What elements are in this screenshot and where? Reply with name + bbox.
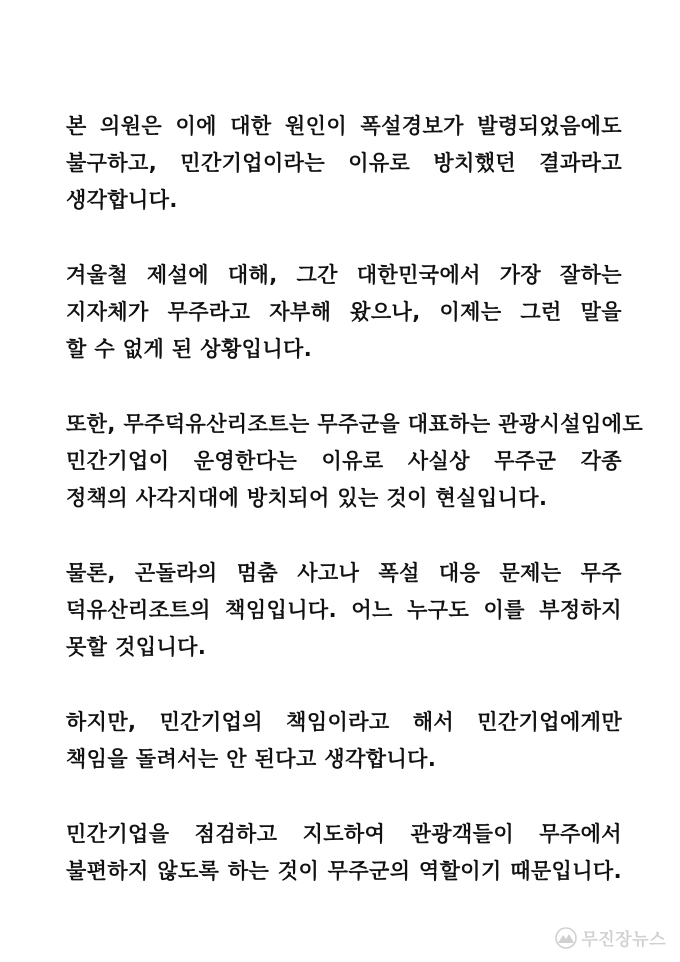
text-line: 생각합니다. — [66, 188, 178, 212]
text-line: 할 수 없게 된 상황입니다. — [66, 337, 313, 361]
watermark — [555, 925, 666, 950]
text-line: 물론, 곤돌라의 멈춤 사고나 폭설 대응 문제는 무주 — [66, 561, 622, 585]
paragraph-6 — [66, 816, 622, 890]
text-line: 겨울철 제설에 대해, 그간 대한민국에서 가장 잘하는 — [66, 263, 622, 287]
text-line: 민간기업을 점검하고 지도하여 관광객들이 무주에서 — [66, 822, 622, 846]
text-line: 민간기업이 운영한다는 이유로 사실상 무주군 각종 — [66, 449, 622, 473]
text-line: 하지만, 민간기업의 책임이라고 해서 민간기업에게만 — [66, 710, 622, 734]
text-line: 덕유산리조트의 책임입니다. 어느 누구도 이를 부정하지 — [66, 598, 622, 622]
text-line: 책임을 돌려서는 안 된다고 생각합니다. — [66, 747, 437, 771]
paragraph-3 — [66, 406, 644, 517]
text-line: 지자체가 무주라고 자부해 왔으나, 이제는 그런 말을 — [66, 300, 622, 324]
mountain-logo-icon — [555, 927, 577, 949]
text-line: 또한, 무주덕유산리조트는 무주군을 대표하는 관광시설임에도 — [66, 412, 644, 436]
text-line: 불편하지 않도록 하는 것이 무주군의 역할이기 때문입니다. — [66, 859, 622, 883]
paragraph-1 — [66, 108, 622, 219]
text-line: 불구하고, 민간기업이라는 이유로 방치했던 결과라고 — [66, 151, 622, 175]
watermark-text: 무진장뉴스 — [581, 930, 666, 950]
paragraph-4 — [66, 555, 622, 666]
document-body — [66, 108, 644, 928]
paragraph-2 — [66, 257, 622, 368]
text-line: 정책의 사각지대에 방치되어 있는 것이 현실입니다. — [66, 486, 548, 510]
text-line: 못할 것입니다. — [66, 635, 207, 659]
paragraph-5 — [66, 704, 622, 778]
text-line: 본 의원은 이에 대한 원인이 폭설경보가 발령되었음에도 — [66, 114, 622, 138]
